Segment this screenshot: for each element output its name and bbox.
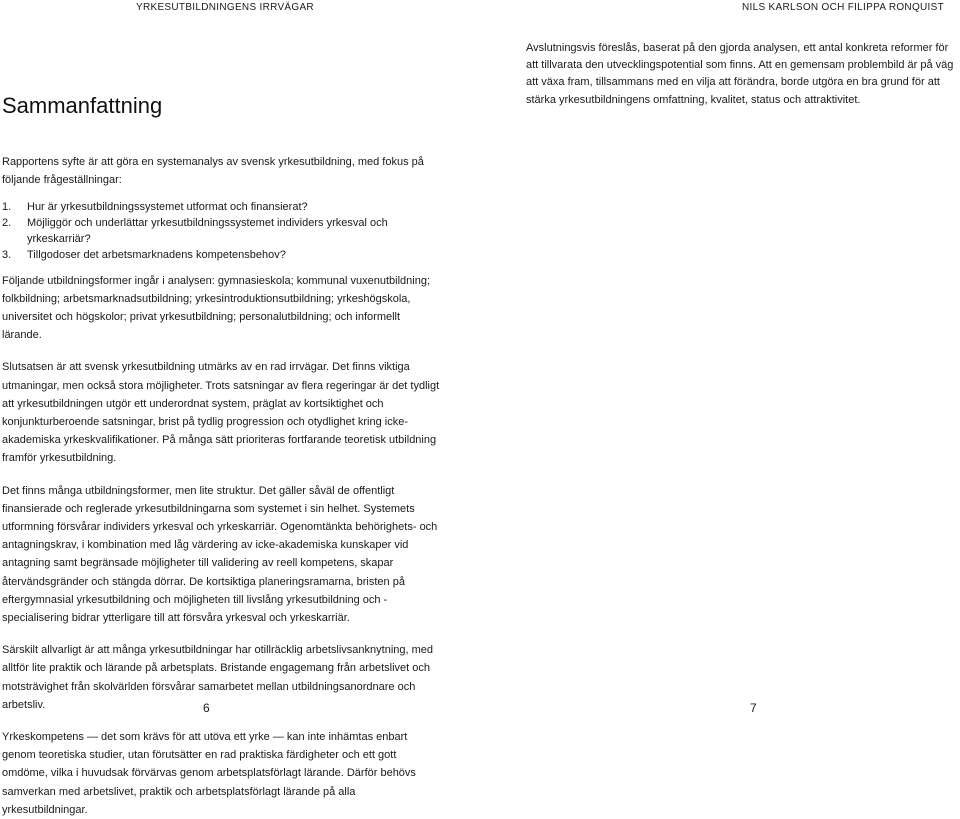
page-number-left: 6 (203, 701, 210, 715)
list-number: 2. (2, 217, 12, 230)
list-item (2, 216, 442, 248)
body-column (2, 153, 442, 819)
body-paragraph: Särskilt allvarligt är att många yrkesutbildningar har otillräcklig arbetslivsanknytning, med alltför lite praktik och lärande på arbetsplats. Bristande engagemang från arbetslivet och motsträvighet från skolvärlden försvårar samarbetet mellan utbildningsanordnare och arbetsliv. (2, 644, 434, 711)
page-number-right: 7 (750, 701, 757, 715)
list-number: 3. (2, 248, 12, 261)
list-text: Hur är yrkesutbildningssystemet utformat och finansierat? (27, 201, 308, 214)
body-paragraph: Slutsatsen är att svensk yrkesutbildning utmärks av en rad irrvägar. Det finns viktiga utmaningar, men också stora möjligheter. Trots satsningar av flera regeringar är det tydligt att yrkesutbildningen utgör ett underordnat system, präglat av kortsiktighet och konjunkturberoende satsningar, brist på tydlig progression och otydlighet kring icke-akademiska yrkeskvalifikationer. På många sätt prioriteras fortfarande teoretisk utbildning framför yrkesutbildning. (2, 361, 440, 465)
section-title: Sammanfattning (2, 93, 163, 118)
list-item (2, 200, 442, 216)
running-head-left: YRKESUTBILDNINGENS IRRVÄGAR (136, 2, 314, 13)
list-text: Möjliggör och underlättar yrkesutbildningssystemet individers yrkesval och yrkeskarriär? (27, 217, 388, 245)
body-paragraph: Yrkeskompetens — det som krävs för att utöva ett yrke — kan inte inhämtas enbart genom teoretiska studier, utan förutsätter en rad praktiska färdigheter och ett gott omdöme, vilka i huvudsak förvärvas genom arbetsplatsförlagt lärande. Därför behövs samverkan med arbetslivet, praktik och arbetsplatsförlagt lärande på alla yrkesutbildningar. (2, 731, 416, 816)
list-text: Tillgodoser det arbetsmarknadens kompetensbehov? (27, 248, 286, 261)
lead-paragraph: Rapportens syfte är att göra en systemanalys av svensk yrkesutbildning, med fokus på följande frågeställningar: (2, 156, 424, 187)
question-list (2, 200, 442, 263)
body-paragraph: Det finns många utbildningsformer, men lite struktur. Det gäller såväl de offentligt finansierade och reglerade yrkesutbildningarna som systemet i sin helhet. Systemets utformning försvårar individers yrkesval och yrkeskarriär. Ogenomtänkta behörighets- och antagningskrav, i kombination med låg värdering av icke-akademiska kunskaper vid antagning samt begränsade möjligheter till validering av reell kompetens, skapar återvändsgränder och stängda dörrar. De kortsiktiga planeringsramarna, bristen på eftergymnasial yrkesutbildning och möjligheten till livslång yrkesutbildning och -specialisering bidrar ytterligare till att försvåra yrkesval och yrkeskarriär. (2, 484, 438, 625)
list-number: 1. (2, 201, 12, 214)
body-paragraph: Följande utbildningsformer ingår i analysen: gymnasieskola; kommunal vuxenutbildning; folkbildning; arbetsmarknadsutbildning; yrkesintroduktionsutbildning; yrkeshögskola, universitet och högskolor; privat yrkesutbildning; personalutbildning; och informellt lärande. (2, 274, 431, 342)
list-item (2, 248, 442, 264)
intro-paragraph: Avslutningsvis föreslås, baserat på den gjorda analysen, ett antal konkreta reformer för att tillvarata den utvecklingspotential som finns. Att en gemensam problembild är på väg att växa fram, tillsammans med en vilja att förändra, borde utgöra en bra grund för att stärka yrkesutbildningens omfattning, kvalitet, status och attraktivitet. (526, 42, 954, 106)
running-head-right: NILS KARLSON OCH FILIPPA RONQUIST (742, 2, 944, 13)
